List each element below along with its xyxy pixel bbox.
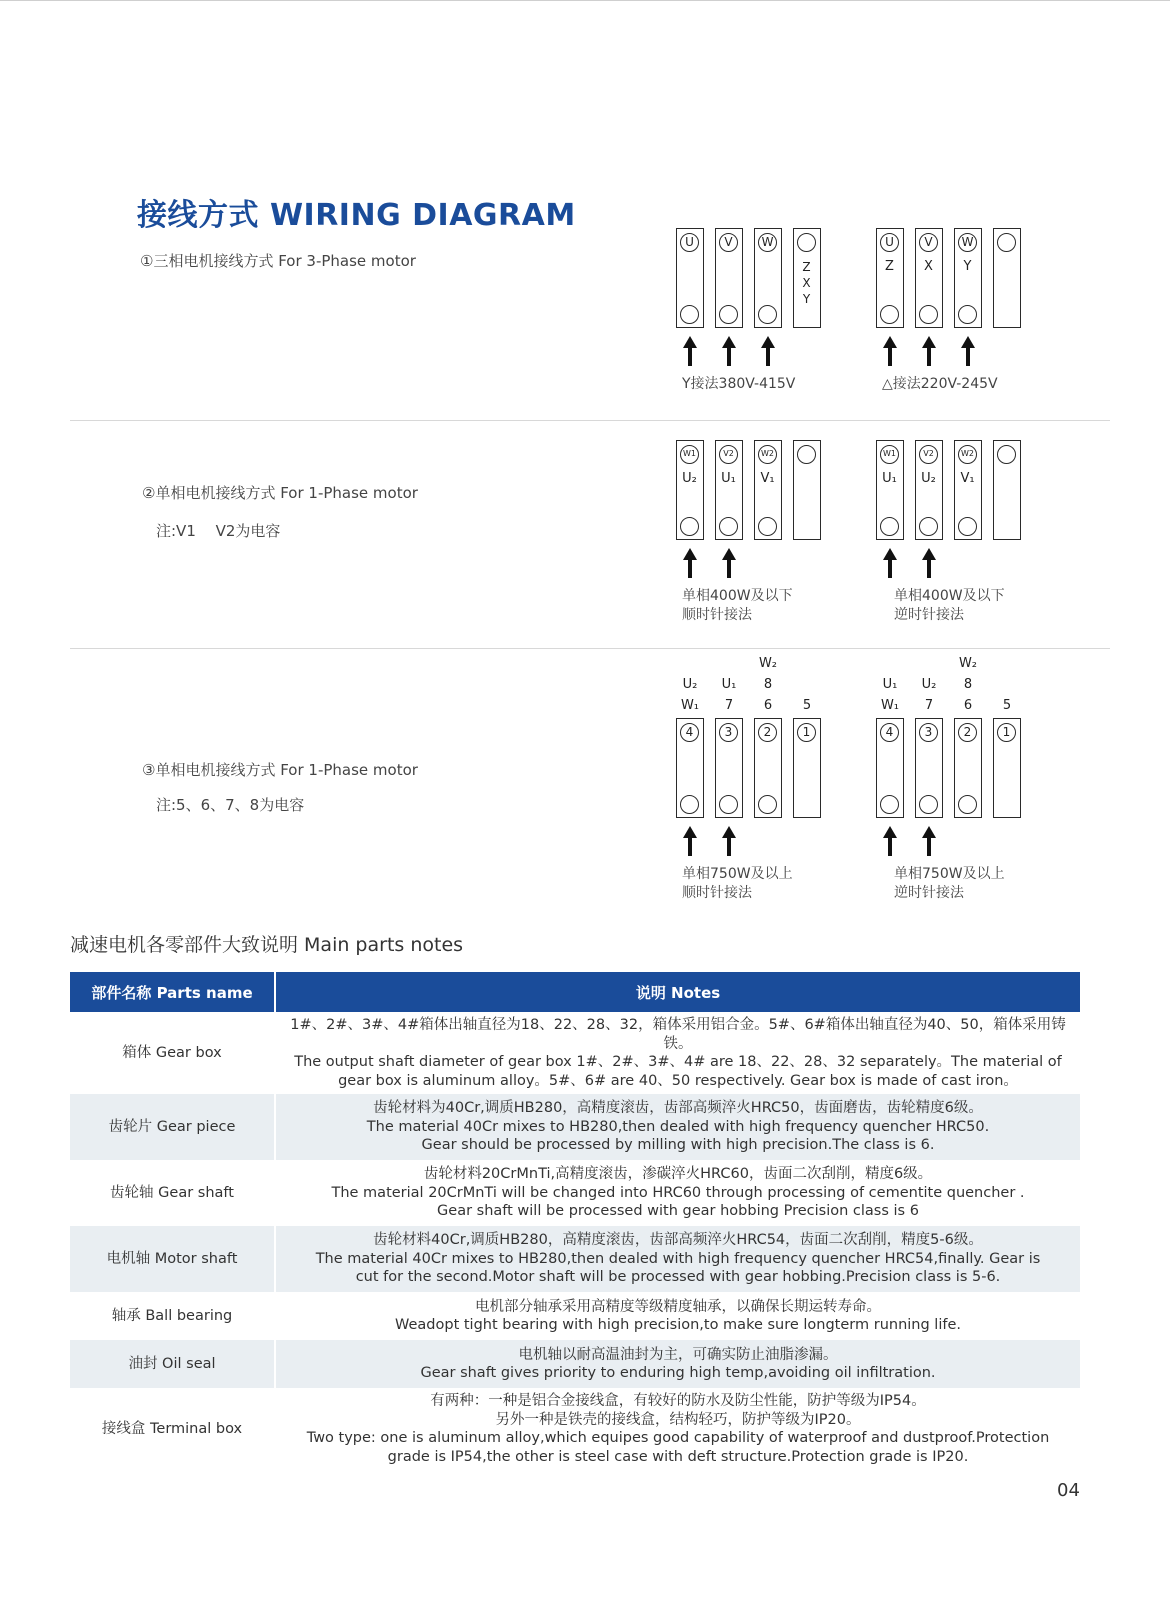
terminal-number-label: 5	[1002, 698, 1012, 713]
wiring-panel-left	[676, 440, 828, 630]
terminal-strip	[876, 440, 904, 540]
arrow-up-icon	[680, 548, 700, 578]
wiring-caption: 单相400W及以下	[894, 588, 1005, 604]
terminal-strip	[954, 440, 982, 540]
wiring-caption: 逆时针接法	[894, 607, 964, 623]
terminal-strip	[754, 718, 782, 818]
terminal-circle: 4	[880, 723, 899, 742]
note-line: 1#、2#、3#、4#箱体出轴直径为18、22、28、32，箱体采用铝合金。5#、6#箱体出轴直径为40、50，箱体采用铸铁。	[290, 1017, 1066, 1052]
terminal-circle	[797, 233, 816, 252]
top-border	[0, 0, 1170, 1]
wiring-panel-right	[876, 656, 1028, 908]
terminal-circle: V	[719, 233, 738, 252]
terminal-strip	[993, 718, 1021, 818]
part-name: 电机轴 Motor shaft	[70, 1226, 275, 1292]
terminal-circle	[719, 795, 738, 814]
terminal-circle: 1	[797, 723, 816, 742]
terminal-number-label: W₂	[758, 656, 778, 671]
part-notes	[275, 1226, 1080, 1292]
table-row	[70, 1226, 1080, 1292]
divider	[70, 420, 1110, 421]
terminal-strip	[876, 228, 904, 328]
arrow-up-icon	[680, 336, 700, 366]
terminal-circle	[797, 445, 816, 464]
wiring-caption: △接法220V-245V	[882, 376, 998, 392]
parts-title: 减速电机各零部件大致说明 Main parts notes	[70, 934, 464, 956]
wiring-panel-right	[876, 228, 1028, 418]
terminal-number-label: 7	[724, 698, 734, 713]
terminal-circle: V	[919, 233, 938, 252]
arrow-up-icon	[919, 826, 939, 856]
terminal-circle	[997, 445, 1016, 464]
terminal-circle	[758, 305, 777, 324]
arrow-up-icon	[719, 548, 739, 578]
terminal-label: V₁	[960, 471, 975, 486]
terminal-number-label: U₁	[721, 677, 737, 692]
arrow-up-icon	[919, 336, 939, 366]
terminal-circle: W	[758, 233, 777, 252]
terminal-strip	[876, 718, 904, 818]
terminal-number-label: W₁	[680, 698, 700, 713]
arrow-up-icon	[919, 548, 939, 578]
note-line: 齿轮材料为40Cr,调质HB280，高精度滚齿，齿部高频淬火HRC50，齿面磨齿，齿轮精度6级。	[373, 1100, 983, 1117]
terminal-circle: V2	[919, 445, 938, 464]
terminal-circle: W	[958, 233, 977, 252]
terminal-circle	[958, 305, 977, 324]
part-name: 齿轮轴 Gear shaft	[70, 1160, 275, 1226]
wiring-panel-right	[876, 440, 1028, 630]
table-row	[70, 1012, 1080, 1094]
note-line: 有两种：一种是铝合金接线盒，有较好的防水及防尘性能，防护等级为IP54。	[430, 1393, 926, 1409]
note-line: 另外一种是铁壳的接线盒，结构轻巧，防护等级为IP20。	[495, 1411, 861, 1428]
terminal-strip	[954, 718, 982, 818]
terminal-strip	[676, 718, 704, 818]
wiring-panel-left	[676, 228, 828, 418]
note-line: cut for the second.Motor shaft will be processed with gear hobbing.Precision class is 5-6.	[355, 1269, 1001, 1286]
note-line: 齿轮材料40Cr,调质HB280，高精度滚齿，齿部高频淬火HRC54，齿面二次刮削，精度5-6级。	[373, 1232, 983, 1249]
arrow-up-icon	[880, 336, 900, 366]
terminal-circle: 2	[958, 723, 977, 742]
terminal-circle	[997, 233, 1016, 252]
wiring-caption: 逆时针接法	[894, 885, 964, 901]
terminal-circle	[919, 795, 938, 814]
section-2-label: ②单相电机接线方式 For 1-Phase motor	[142, 484, 418, 502]
terminal-circle: V2	[719, 445, 738, 464]
terminal-strip	[793, 440, 821, 540]
page-title: 接线方式 WIRING DIAGRAM	[137, 198, 576, 233]
wiring-caption: 顺时针接法	[682, 607, 752, 623]
arrow-up-icon	[958, 336, 978, 366]
terminal-strip	[715, 718, 743, 818]
terminal-number-label: 5	[802, 698, 812, 713]
terminal-circle	[880, 795, 899, 814]
part-notes	[275, 1012, 1080, 1094]
table-row	[70, 1094, 1080, 1160]
part-name: 箱体 Gear box	[70, 1012, 275, 1094]
terminal-circle	[919, 305, 938, 324]
table-row	[70, 1388, 1080, 1470]
terminal-strip	[676, 228, 704, 328]
terminal-circle: W2	[758, 445, 777, 464]
terminal-label: V₁	[760, 471, 775, 486]
arrow-up-icon	[758, 336, 778, 366]
terminal-label: Z X Y	[802, 260, 811, 306]
terminal-circle: W1	[680, 445, 699, 464]
terminal-strip	[715, 440, 743, 540]
terminal-circle: 3	[719, 723, 738, 742]
terminal-circle: 2	[758, 723, 777, 742]
terminal-number-label: U₁	[882, 677, 898, 692]
note-line: The material 40Cr mixes to HB280,then dealed with high frequency quencher HRC50.	[366, 1118, 990, 1135]
terminal-number-label: U₂	[921, 677, 937, 692]
terminal-strip	[915, 440, 943, 540]
terminal-strip	[915, 718, 943, 818]
part-name: 接线盒 Terminal box	[70, 1388, 275, 1470]
note-line: Gear shaft will be processed with gear hobbing Precision class is 6	[437, 1203, 919, 1220]
table-row	[70, 1160, 1080, 1226]
terminal-strip	[754, 440, 782, 540]
terminal-number-label: 8	[963, 677, 973, 692]
note-line: Two type: one is aluminum alloy,which equipes good capability of waterproof and dustproof.Protection	[306, 1430, 1050, 1446]
note-line: 电机部分轴承采用高精度等级精度轴承，以确保长期运转寿命。	[475, 1298, 881, 1315]
part-notes	[275, 1160, 1080, 1226]
table-row	[70, 1340, 1080, 1388]
terminal-circle	[719, 517, 738, 536]
arrow-up-icon	[719, 826, 739, 856]
note-line: Weadopt tight bearing with high precision,to make sure longterm running life.	[395, 1317, 961, 1333]
terminal-number-label: 6	[763, 698, 773, 713]
terminal-number-label: 8	[763, 677, 773, 692]
arrow-up-icon	[880, 548, 900, 578]
terminal-circle	[758, 517, 777, 536]
terminal-circle	[680, 305, 699, 324]
terminal-strip	[793, 718, 821, 818]
section-3-label: ③单相电机接线方式 For 1-Phase motor	[142, 761, 418, 779]
divider	[70, 648, 1110, 649]
arrow-up-icon	[880, 826, 900, 856]
parts-table	[70, 972, 1080, 1470]
terminal-label: X	[924, 259, 933, 274]
wiring-caption: 单相750W及以上	[894, 866, 1005, 882]
terminal-circle	[880, 305, 899, 324]
wiring-caption: 单相400W及以下	[682, 588, 793, 604]
terminal-circle	[958, 517, 977, 536]
terminal-circle	[958, 795, 977, 814]
terminal-number-label: W₂	[958, 656, 978, 671]
page-number: 04	[1057, 1480, 1080, 1501]
section-1-label: ①三相电机接线方式 For 3-Phase motor	[140, 252, 416, 270]
terminal-strip	[993, 228, 1021, 328]
arrow-up-icon	[680, 826, 700, 856]
section-3-note: 注:5、6、7、8为电容	[156, 796, 305, 814]
note-line: The material 20CrMnTi will be changed into HRC60 through processing of cementite quencher .	[331, 1184, 1025, 1201]
terminal-circle	[719, 305, 738, 324]
terminal-circle: 1	[997, 723, 1016, 742]
terminal-number-label: U₂	[682, 677, 698, 692]
part-name: 轴承 Ball bearing	[70, 1292, 275, 1340]
terminal-strip	[715, 228, 743, 328]
header-notes: 说明 Notes	[275, 972, 1080, 1012]
part-notes	[275, 1292, 1080, 1340]
terminal-label: U₂	[921, 471, 936, 486]
table-row	[70, 1292, 1080, 1340]
part-name: 齿轮片 Gear piece	[70, 1094, 275, 1160]
terminal-circle	[880, 517, 899, 536]
terminal-circle	[919, 517, 938, 536]
terminal-strip	[915, 228, 943, 328]
terminal-circle: U	[880, 233, 899, 252]
wiring-panel-left	[676, 656, 828, 908]
header-parts-name: 部件名称 Parts name	[70, 972, 275, 1012]
wiring-caption: 顺时针接法	[682, 885, 752, 901]
terminal-strip	[954, 228, 982, 328]
terminal-label: U₁	[721, 471, 736, 486]
part-name: 油封 Oil seal	[70, 1340, 275, 1388]
terminal-label: U₁	[882, 471, 897, 486]
part-notes	[275, 1340, 1080, 1388]
terminal-number-label: 6	[963, 698, 973, 713]
note-line: The material 40Cr mixes to HB280,then dealed with high frequency quencher HRC54,finally. Gear is	[315, 1250, 1041, 1267]
terminal-circle: 4	[680, 723, 699, 742]
note-line: 电机轴以耐高温油封为主，可确实防止油脂渗漏。	[518, 1346, 838, 1363]
note-line: gear box is aluminum alloy。5#、6# are 40、50 respectively. Gear box is made of cast iron。	[338, 1072, 1018, 1089]
terminal-circle: 3	[919, 723, 938, 742]
terminal-circle: W2	[958, 445, 977, 464]
wiring-caption: 单相750W及以上	[682, 866, 793, 882]
terminal-circle: W1	[880, 445, 899, 464]
terminal-strip	[993, 440, 1021, 540]
terminal-label: Y	[963, 259, 972, 274]
note-line: 齿轮材料20CrMnTi,高精度滚齿，渗碳淬火HRC60，齿面二次刮削，精度6级。	[423, 1166, 933, 1183]
terminal-number-label: W₁	[880, 698, 900, 713]
terminal-strip	[793, 228, 821, 328]
terminal-label: Z	[885, 259, 894, 274]
terminal-strip	[754, 228, 782, 328]
terminal-circle	[680, 517, 699, 536]
terminal-circle: U	[680, 233, 699, 252]
terminal-label: U₂	[682, 471, 697, 486]
table-header-row	[70, 972, 1080, 1012]
terminal-circle	[758, 795, 777, 814]
note-line: The output shaft diameter of gear box 1#、2#、3#、4# are 18、22、28、32 separately。The material of	[294, 1054, 1062, 1070]
part-notes	[275, 1388, 1080, 1470]
note-line: Gear should be processed by milling with high precision.The class is 6.	[421, 1137, 935, 1154]
section-2-note: 注:V1 V2为电容	[156, 522, 281, 540]
terminal-circle	[680, 795, 699, 814]
wiring-caption: Y接法380V-415V	[682, 376, 796, 392]
note-line: Gear shaft gives priority to enduring high temp,avoiding oil infiltration.	[420, 1365, 936, 1381]
arrow-up-icon	[719, 336, 739, 366]
terminal-number-label: 7	[924, 698, 934, 713]
part-notes	[275, 1094, 1080, 1160]
note-line: grade is IP54,the other is steel case with deft structure.Protection grade is IP20.	[387, 1448, 969, 1465]
terminal-strip	[676, 440, 704, 540]
